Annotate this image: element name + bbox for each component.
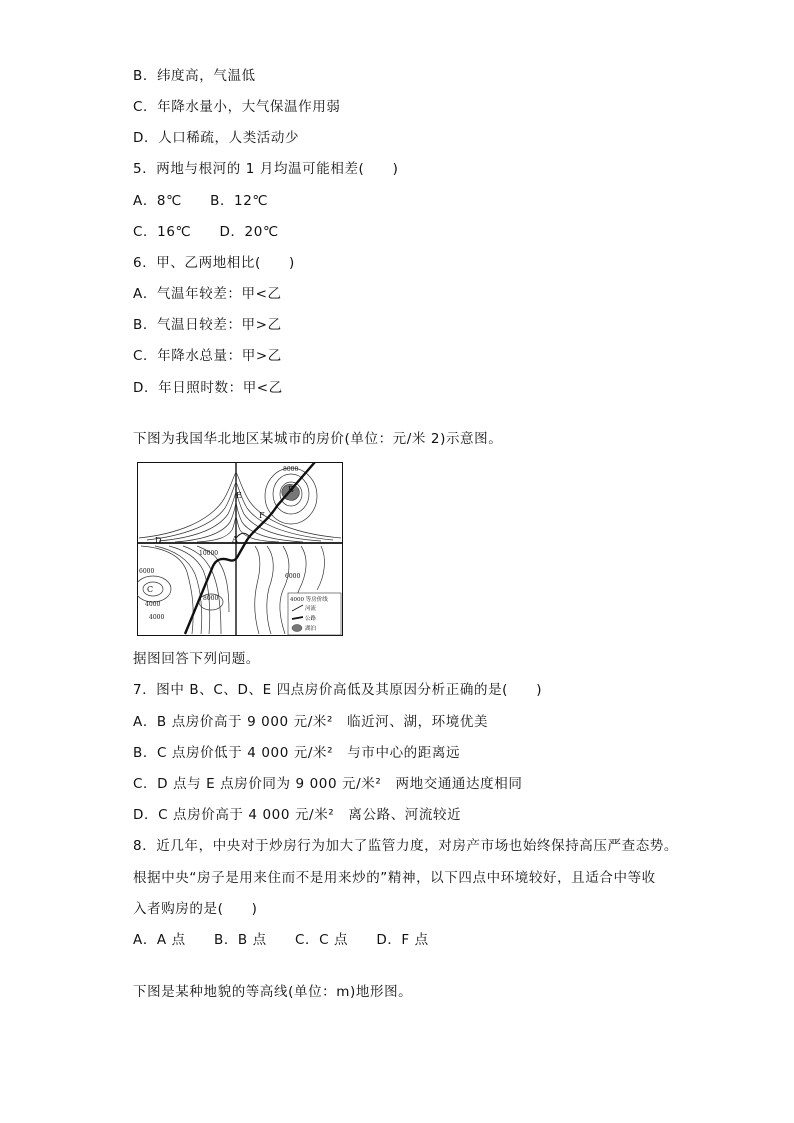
q5-options-row1: A．8℃ B．12℃ xyxy=(133,193,269,209)
label-e: E xyxy=(236,491,242,500)
figure-intro: 下图为我国华北地区某城市的房价(单位：元/米 2)示意图。 xyxy=(133,431,503,447)
q8-stem-line1: 8．近几年，中央对于炒房行为加大了监管力度，对房产市场也始终保持高压严查态势。 xyxy=(133,838,678,854)
next-figure-intro: 下图是某种地貌的等高线(单位：m)地形图。 xyxy=(133,984,413,1000)
label-b: B xyxy=(288,485,294,494)
q6-stem: 6．甲、乙两地相比( ) xyxy=(133,255,295,271)
q6-option-b: B．气温日较差：甲>乙 xyxy=(133,317,282,333)
q4-option-c: C．年降水量小，大气保温作用弱 xyxy=(133,99,341,115)
contour-label-8000-top: 8000 xyxy=(283,466,299,473)
q4-option-d: D．人口稀疏，人类活动少 xyxy=(133,130,300,146)
q7-stem: 7．图中 B、C、D、E 四点房价高低及其原因分析正确的是( ) xyxy=(133,682,543,698)
legend-river: 河流 xyxy=(305,606,317,612)
label-a: A xyxy=(232,535,238,544)
q7-option-b: B．C 点房价低于 4 000 元/米² 与市中心的距离远 xyxy=(133,745,461,761)
q6-option-c: C．年降水总量：甲>乙 xyxy=(133,348,282,364)
q6-option-d: D．年日照时数：甲<乙 xyxy=(133,380,283,396)
q5-stem: 5．两地与根河的 1 月均温可能相差( ) xyxy=(133,161,399,177)
contour-label-6000-left: 6000 xyxy=(139,568,155,575)
q6-option-a: A．气温年较差：甲<乙 xyxy=(133,286,282,302)
contour-label-10000: 10000 xyxy=(199,550,219,557)
house-price-map xyxy=(137,462,343,636)
q8-stem-line3: 入者购房的是( ) xyxy=(133,901,258,917)
contour-label-4000-left: 4000 xyxy=(149,614,165,621)
instruction: 据图回答下列问题。 xyxy=(133,651,260,667)
legend-title: 4000 等房价线 xyxy=(290,597,328,603)
q8-options: A．A 点 B．B 点 C．C 点 D．F 点 xyxy=(133,932,429,948)
label-f: F xyxy=(259,511,265,520)
legend-lake: 湖泊 xyxy=(305,626,317,632)
contour-label-8000-bottom: 8000 xyxy=(203,595,219,602)
contour-label-4000-bottom: 4000 xyxy=(145,601,161,608)
label-c: C xyxy=(147,585,154,594)
contour-label-6000-right: 6000 xyxy=(285,573,301,580)
label-d: D xyxy=(155,536,162,545)
q4-option-b: B．纬度高，气温低 xyxy=(133,68,256,84)
legend xyxy=(288,593,341,635)
q7-option-d: D．C 点房价高于 4 000 元/米² 离公路、河流较近 xyxy=(133,807,462,823)
q8-stem-line2: 根据中央“房子是用来住而不是用来炒的”精神，以下四点中环境较好，且适合中等收 xyxy=(133,870,656,886)
q7-option-c: C．D 点与 E 点房价同为 9 000 元/米² 两地交通通达度相同 xyxy=(133,776,523,792)
q5-options-row2: C．16℃ D．20℃ xyxy=(133,224,279,240)
q7-option-a: A．B 点房价高于 9 000 元/米² 临近河、湖，环境优美 xyxy=(133,714,489,730)
legend-road: 公路 xyxy=(305,616,317,622)
